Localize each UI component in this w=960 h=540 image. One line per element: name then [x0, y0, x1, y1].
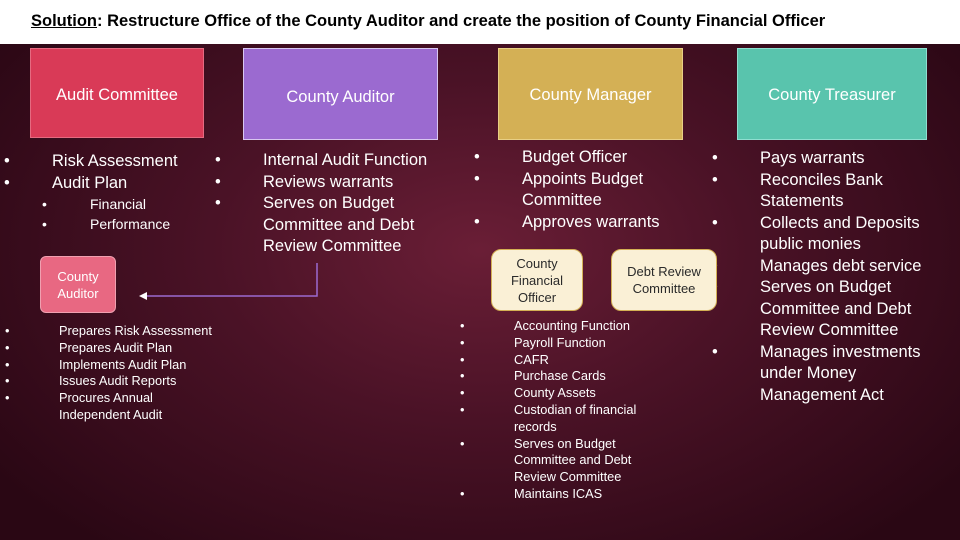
list-item: • Performance — [42, 216, 171, 232]
list-item: • Reviews warrants — [215, 172, 394, 191]
list-item: • Issues Audit Reports — [5, 373, 177, 389]
list-item: • Maintains ICAS — [460, 485, 603, 501]
list-item: • Financial — [42, 196, 147, 212]
list-item: • County Assets — [460, 385, 596, 401]
list-item: • Purchase Cards — [460, 368, 606, 384]
county-manager-label: County Manager — [529, 86, 652, 104]
new-county-auditor-label: County Auditor — [57, 268, 99, 301]
list-item: • Prepares Risk Assessment — [5, 323, 212, 338]
list-item: • Risk Assessment — [4, 152, 178, 170]
list-item: • CAFR — [460, 351, 549, 367]
list-item: • Collects and Deposits public monies — [712, 213, 920, 253]
list-item: • Procures Annual Independent Audit — [5, 390, 163, 422]
list-item: • Custodian of financial records — [460, 401, 637, 434]
list-item: Serves on Budget Committee and Debt Review Committee — [760, 278, 912, 339]
list-item: • Serves on Budget Committee and Debt Review Committee — [460, 435, 632, 485]
title-lead: Solution — [31, 12, 97, 30]
list-item: • Internal Audit Function — [215, 151, 428, 169]
list-item: • Prepares Audit Plan — [5, 339, 173, 355]
list-item: • Reconciles Bank Statements — [712, 170, 883, 210]
list-item: • Pays warrants — [712, 149, 865, 167]
list-item: • Manages investments under Money Management Act — [712, 342, 921, 404]
county-financial-officer-label: County Financial Officer — [510, 255, 564, 305]
arrowhead — [139, 292, 147, 300]
title-text: : Restructure Office of the County Auditor and create the position of County Financial Officer — [96, 12, 826, 30]
list-item: Manages debt service — [760, 256, 922, 275]
connector-line — [143, 263, 317, 296]
county-treasurer-label: County Treasurer — [768, 86, 896, 104]
list-item: • Appoints Budget Committee — [474, 169, 644, 209]
list-item: • Budget Officer — [474, 148, 628, 166]
county-auditor-label: County Auditor — [286, 88, 395, 106]
list-item: • Approves warrants — [474, 212, 660, 231]
audit-committee-label: Audit Committee — [56, 86, 178, 104]
list-item: • Accounting Function — [460, 318, 630, 333]
list-item: • Implements Audit Plan — [5, 356, 187, 372]
debt-review-committee-label: Debt Review Committee — [627, 264, 701, 296]
list-item: • Payroll Function — [460, 334, 606, 350]
list-item: • Audit Plan — [4, 173, 128, 192]
list-item: • Serves on Budget Committee and Debt Review Committee — [215, 194, 415, 255]
